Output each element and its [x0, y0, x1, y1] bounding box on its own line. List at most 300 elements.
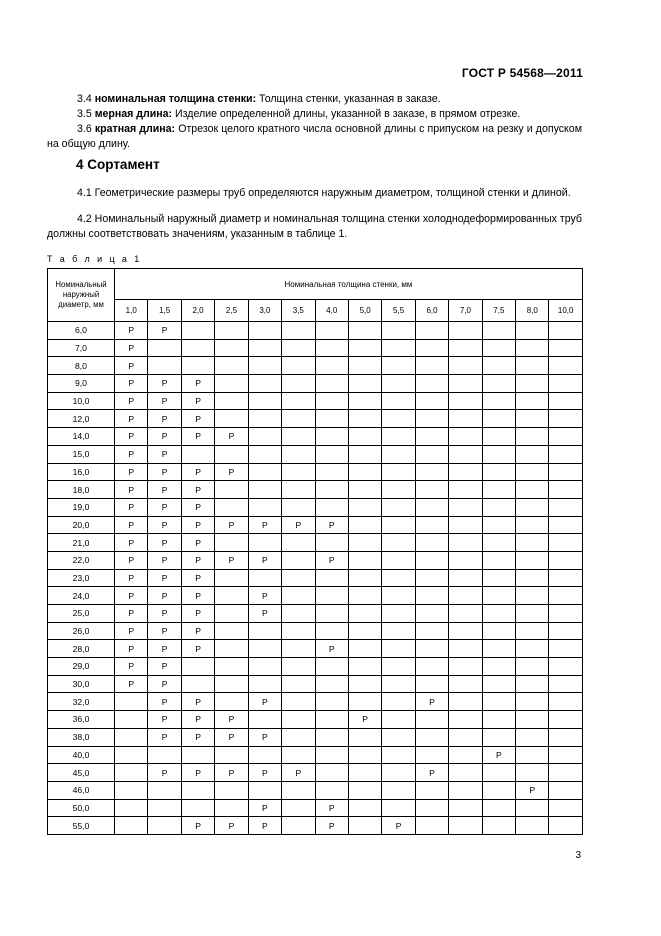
availability-cell: [248, 675, 281, 693]
availability-cell: [348, 693, 381, 711]
availability-cell: [415, 551, 448, 569]
availability-cell: [549, 640, 582, 658]
table-row: [48, 746, 583, 764]
availability-cell: Р: [181, 569, 214, 587]
availability-cell: [415, 463, 448, 481]
availability-cell: [482, 781, 515, 799]
term-3-6: [47, 122, 582, 152]
table-row: [48, 322, 583, 340]
availability-cell: Р: [115, 410, 148, 428]
availability-cell: [516, 410, 549, 428]
table-row: [48, 658, 583, 676]
availability-cell: [382, 799, 415, 817]
availability-cell: [382, 781, 415, 799]
term-definition: Толщина стенки, указанная в заказе.: [256, 93, 441, 105]
availability-cell: [282, 799, 315, 817]
availability-cell: [549, 693, 582, 711]
term-definition: Отрезок целого кратного числа основной длины с припуском на резку и допуском на общую длину.: [47, 123, 582, 150]
availability-cell: [415, 622, 448, 640]
availability-cell: Р: [148, 728, 181, 746]
availability-cell: [181, 322, 214, 340]
availability-cell: [482, 764, 515, 782]
availability-cell: [449, 410, 482, 428]
availability-cell: [348, 339, 381, 357]
availability-cell: Р: [148, 693, 181, 711]
availability-cell: [348, 746, 381, 764]
availability-cell: [415, 375, 448, 393]
availability-cell: [449, 481, 482, 499]
availability-cell: [115, 693, 148, 711]
availability-cell: [181, 658, 214, 676]
availability-cell: [282, 481, 315, 499]
availability-cell: [315, 746, 348, 764]
availability-cell: Р: [148, 322, 181, 340]
availability-cell: [382, 463, 415, 481]
availability-cell: Р: [315, 799, 348, 817]
availability-cell: Р: [248, 516, 281, 534]
availability-cell: [449, 339, 482, 357]
availability-cell: [449, 746, 482, 764]
availability-cell: [449, 587, 482, 605]
thickness-header: 6,0: [415, 300, 448, 322]
term-name: номинальная толщина стенки:: [94, 93, 257, 105]
diameter-cell: 9,0: [48, 375, 115, 393]
diameter-cell: 45,0: [48, 764, 115, 782]
diameter-cell: 12,0: [48, 410, 115, 428]
availability-cell: Р: [181, 587, 214, 605]
availability-cell: [282, 817, 315, 835]
availability-cell: [282, 534, 315, 552]
availability-cell: [348, 658, 381, 676]
availability-cell: [248, 428, 281, 446]
availability-cell: [382, 675, 415, 693]
availability-cell: [348, 445, 381, 463]
table-row: [48, 622, 583, 640]
availability-cell: Р: [181, 375, 214, 393]
availability-cell: [482, 357, 515, 375]
availability-cell: [181, 357, 214, 375]
availability-cell: [348, 799, 381, 817]
availability-cell: [348, 675, 381, 693]
availability-cell: [115, 728, 148, 746]
availability-cell: Р: [415, 764, 448, 782]
availability-cell: [315, 357, 348, 375]
availability-cell: [315, 569, 348, 587]
availability-cell: [215, 799, 248, 817]
thickness-header: 8,0: [516, 300, 549, 322]
availability-cell: [549, 711, 582, 729]
availability-cell: [348, 463, 381, 481]
availability-cell: [549, 463, 582, 481]
availability-cell: [348, 640, 381, 658]
availability-cell: [282, 693, 315, 711]
availability-cell: Р: [148, 711, 181, 729]
availability-cell: [449, 392, 482, 410]
availability-cell: Р: [148, 410, 181, 428]
term-number: 3.4: [77, 93, 92, 105]
availability-cell: [348, 322, 381, 340]
availability-cell: [282, 410, 315, 428]
availability-cell: [282, 322, 315, 340]
availability-cell: [282, 711, 315, 729]
availability-cell: [482, 428, 515, 446]
availability-cell: [315, 375, 348, 393]
availability-cell: [415, 587, 448, 605]
availability-cell: [549, 445, 582, 463]
availability-cell: Р: [348, 711, 381, 729]
availability-cell: Р: [181, 605, 214, 623]
availability-cell: Р: [148, 375, 181, 393]
availability-cell: Р: [115, 498, 148, 516]
availability-cell: [382, 375, 415, 393]
availability-cell: Р: [148, 534, 181, 552]
availability-cell: [248, 322, 281, 340]
availability-cell: [449, 711, 482, 729]
diameter-cell: 24,0: [48, 587, 115, 605]
availability-cell: Р: [148, 622, 181, 640]
availability-cell: [181, 675, 214, 693]
thickness-header: 5,0: [348, 300, 381, 322]
availability-cell: [516, 481, 549, 499]
availability-cell: Р: [248, 605, 281, 623]
availability-cell: [415, 481, 448, 499]
availability-cell: Р: [115, 339, 148, 357]
term-name: кратная длина:: [94, 123, 176, 135]
availability-cell: [348, 781, 381, 799]
availability-cell: [549, 428, 582, 446]
availability-cell: [348, 375, 381, 393]
availability-cell: [516, 428, 549, 446]
availability-cell: [415, 410, 448, 428]
availability-cell: Р: [181, 481, 214, 499]
availability-cell: [181, 746, 214, 764]
availability-cell: [549, 764, 582, 782]
diameter-cell: 30,0: [48, 675, 115, 693]
availability-cell: [215, 375, 248, 393]
availability-cell: [348, 817, 381, 835]
availability-cell: [482, 445, 515, 463]
availability-cell: [549, 658, 582, 676]
availability-cell: [449, 322, 482, 340]
availability-cell: [215, 622, 248, 640]
availability-cell: [282, 622, 315, 640]
availability-cell: [415, 498, 448, 516]
availability-cell: [348, 569, 381, 587]
table-body: [48, 322, 583, 835]
availability-cell: [148, 339, 181, 357]
availability-cell: Р: [248, 799, 281, 817]
availability-cell: [482, 339, 515, 357]
availability-cell: [315, 322, 348, 340]
availability-cell: [248, 375, 281, 393]
availability-cell: Р: [215, 728, 248, 746]
availability-cell: [248, 410, 281, 428]
availability-cell: [282, 675, 315, 693]
availability-cell: [282, 463, 315, 481]
availability-cell: [415, 640, 448, 658]
availability-cell: [382, 658, 415, 676]
availability-cell: [482, 587, 515, 605]
availability-cell: [549, 746, 582, 764]
table-row: [48, 410, 583, 428]
availability-cell: [415, 658, 448, 676]
table-row: [48, 339, 583, 357]
availability-cell: Р: [181, 817, 214, 835]
availability-cell: [282, 781, 315, 799]
thickness-header: 5,5: [382, 300, 415, 322]
availability-cell: [449, 728, 482, 746]
table-row: [48, 534, 583, 552]
availability-cell: [181, 445, 214, 463]
availability-cell: [315, 481, 348, 499]
availability-cell: [482, 622, 515, 640]
availability-cell: [516, 445, 549, 463]
availability-cell: [282, 640, 315, 658]
availability-cell: Р: [148, 392, 181, 410]
availability-cell: Р: [181, 622, 214, 640]
availability-cell: [115, 711, 148, 729]
availability-cell: [482, 551, 515, 569]
availability-cell: [549, 392, 582, 410]
availability-cell: [382, 445, 415, 463]
diameter-cell: 16,0: [48, 463, 115, 481]
availability-cell: [248, 357, 281, 375]
availability-cell: Р: [148, 445, 181, 463]
availability-cell: [215, 534, 248, 552]
availability-cell: [449, 428, 482, 446]
availability-cell: Р: [115, 375, 148, 393]
thickness-header: 4,0: [315, 300, 348, 322]
availability-cell: Р: [115, 516, 148, 534]
table-row: [48, 781, 583, 799]
availability-cell: [282, 746, 315, 764]
availability-cell: [415, 339, 448, 357]
availability-cell: [549, 534, 582, 552]
availability-cell: Р: [415, 693, 448, 711]
availability-cell: [382, 587, 415, 605]
availability-cell: [115, 764, 148, 782]
availability-cell: [215, 481, 248, 499]
availability-cell: Р: [315, 516, 348, 534]
availability-cell: [482, 481, 515, 499]
availability-cell: Р: [148, 605, 181, 623]
availability-cell: [516, 339, 549, 357]
availability-cell: [516, 375, 549, 393]
availability-cell: [348, 516, 381, 534]
availability-cell: [348, 357, 381, 375]
table-row: [48, 445, 583, 463]
diameter-cell: 29,0: [48, 658, 115, 676]
availability-cell: [516, 693, 549, 711]
diameter-cell: 32,0: [48, 693, 115, 711]
availability-cell: [248, 640, 281, 658]
availability-cell: [415, 322, 448, 340]
availability-cell: Р: [248, 728, 281, 746]
availability-cell: [415, 711, 448, 729]
availability-cell: Р: [248, 587, 281, 605]
availability-cell: [516, 817, 549, 835]
availability-cell: [382, 605, 415, 623]
availability-cell: [348, 764, 381, 782]
table-row: [48, 587, 583, 605]
availability-cell: [315, 392, 348, 410]
diameter-cell: 18,0: [48, 481, 115, 499]
diameter-cell: 7,0: [48, 339, 115, 357]
thickness-group-header: Номинальная толщина стенки, мм: [115, 269, 583, 300]
table-row: [48, 551, 583, 569]
availability-cell: Р: [215, 463, 248, 481]
availability-cell: [449, 781, 482, 799]
diameter-cell: 23,0: [48, 569, 115, 587]
term-3-5: [47, 107, 582, 122]
availability-cell: Р: [115, 605, 148, 623]
availability-cell: [549, 339, 582, 357]
availability-cell: [516, 728, 549, 746]
availability-cell: Р: [148, 569, 181, 587]
availability-cell: [348, 622, 381, 640]
assortment-table: [47, 268, 583, 835]
availability-cell: [516, 392, 549, 410]
availability-cell: [282, 375, 315, 393]
availability-cell: [382, 746, 415, 764]
availability-cell: [482, 817, 515, 835]
diameter-cell: 22,0: [48, 551, 115, 569]
thickness-header: 2,5: [215, 300, 248, 322]
availability-cell: [315, 445, 348, 463]
availability-cell: [282, 569, 315, 587]
availability-cell: [482, 711, 515, 729]
thickness-header: 3,5: [282, 300, 315, 322]
availability-cell: [382, 322, 415, 340]
table-row: [48, 375, 583, 393]
availability-cell: [382, 498, 415, 516]
thickness-header: 7,5: [482, 300, 515, 322]
availability-cell: [348, 498, 381, 516]
availability-cell: [482, 375, 515, 393]
availability-cell: [148, 799, 181, 817]
availability-cell: [248, 498, 281, 516]
availability-cell: [315, 693, 348, 711]
availability-cell: Р: [181, 463, 214, 481]
diameter-cell: 46,0: [48, 781, 115, 799]
availability-cell: [215, 746, 248, 764]
thickness-header: 10,0: [549, 300, 582, 322]
availability-cell: Р: [181, 534, 214, 552]
availability-cell: Р: [248, 764, 281, 782]
availability-cell: [516, 605, 549, 623]
availability-cell: [248, 445, 281, 463]
availability-cell: [348, 392, 381, 410]
availability-cell: [315, 339, 348, 357]
table-row: [48, 569, 583, 587]
availability-cell: [382, 640, 415, 658]
availability-cell: [449, 764, 482, 782]
availability-cell: [516, 764, 549, 782]
availability-cell: [449, 534, 482, 552]
availability-cell: Р: [148, 516, 181, 534]
availability-cell: Р: [181, 428, 214, 446]
availability-cell: [516, 658, 549, 676]
availability-cell: [549, 375, 582, 393]
availability-cell: [315, 428, 348, 446]
availability-cell: Р: [315, 551, 348, 569]
availability-cell: [449, 463, 482, 481]
availability-cell: [282, 392, 315, 410]
paragraph-4-1: 4.1 Геометрические размеры труб определяются наружным диаметром, толщиной стенки и длиной.: [77, 187, 571, 199]
availability-cell: [482, 728, 515, 746]
availability-cell: Р: [115, 551, 148, 569]
diameter-cell: 26,0: [48, 622, 115, 640]
availability-cell: [248, 569, 281, 587]
availability-cell: Р: [215, 516, 248, 534]
thickness-header: 2,0: [181, 300, 214, 322]
availability-cell: [315, 605, 348, 623]
availability-cell: [415, 357, 448, 375]
availability-cell: [382, 551, 415, 569]
availability-cell: [115, 799, 148, 817]
availability-cell: [215, 693, 248, 711]
availability-cell: [415, 445, 448, 463]
availability-cell: [516, 534, 549, 552]
availability-cell: [516, 746, 549, 764]
term-definition: Изделие определенной длины, указанной в заказе, в прямом отрезке.: [172, 108, 521, 120]
availability-cell: [348, 551, 381, 569]
term-3-4: [47, 92, 582, 107]
availability-cell: [482, 534, 515, 552]
availability-cell: [449, 640, 482, 658]
availability-cell: Р: [148, 551, 181, 569]
availability-cell: Р: [148, 640, 181, 658]
availability-cell: Р: [115, 622, 148, 640]
diameter-cell: 40,0: [48, 746, 115, 764]
availability-cell: [315, 534, 348, 552]
availability-cell: [215, 658, 248, 676]
availability-cell: [549, 481, 582, 499]
availability-cell: [449, 622, 482, 640]
availability-cell: [282, 551, 315, 569]
availability-cell: [215, 605, 248, 623]
availability-cell: [215, 357, 248, 375]
availability-cell: [248, 781, 281, 799]
availability-cell: [382, 392, 415, 410]
availability-cell: Р: [115, 587, 148, 605]
availability-cell: [449, 817, 482, 835]
availability-cell: Р: [215, 428, 248, 446]
availability-cell: Р: [115, 640, 148, 658]
table-row: [48, 817, 583, 835]
availability-cell: [382, 728, 415, 746]
availability-cell: Р: [482, 746, 515, 764]
availability-cell: [348, 410, 381, 428]
availability-cell: [549, 622, 582, 640]
availability-cell: [248, 622, 281, 640]
table-row: [48, 357, 583, 375]
availability-cell: [415, 569, 448, 587]
availability-cell: [248, 392, 281, 410]
availability-cell: [549, 675, 582, 693]
availability-cell: [549, 817, 582, 835]
availability-cell: Р: [181, 728, 214, 746]
availability-cell: Р: [181, 640, 214, 658]
availability-cell: [516, 498, 549, 516]
availability-cell: [282, 728, 315, 746]
availability-cell: Р: [148, 587, 181, 605]
table-row: [48, 799, 583, 817]
availability-cell: [549, 516, 582, 534]
availability-cell: Р: [516, 781, 549, 799]
table-row: [48, 764, 583, 782]
table-label: Т а б л и ц а 1: [47, 254, 142, 264]
